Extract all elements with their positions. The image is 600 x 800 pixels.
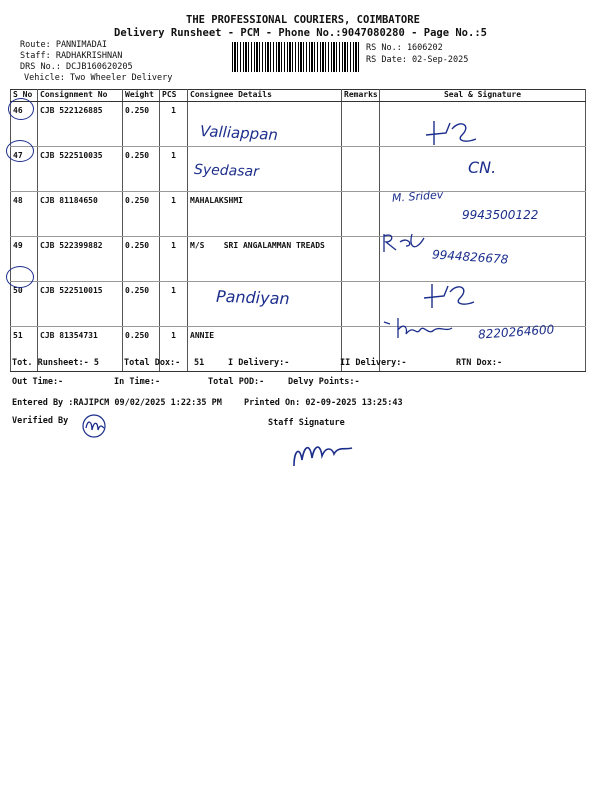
cell-sno: 51 [11, 327, 38, 372]
col-sno: S No [11, 90, 38, 102]
entered-by: Entered By :RAJIPCM 09/02/2025 1:22:35 PM [12, 398, 222, 408]
ii-delivery: II Delivery:- [340, 358, 407, 368]
cell-consignee: M/S SRI ANGALAMMAN TREADS [188, 237, 342, 282]
signature-scribble-1 [420, 115, 490, 150]
barcode [232, 42, 360, 72]
total-dox: Total Dox:- [124, 358, 181, 368]
handwritten-signature-2: CN. [468, 158, 497, 177]
cell-weight: 0.250 [123, 192, 160, 237]
cell-sno: 50 [11, 282, 38, 327]
handwritten-signature-3: M. Sridev [391, 188, 444, 205]
staff-label: Staff: RADHAKRISHNAN [20, 51, 123, 61]
staff-signature-scribble [288, 436, 358, 472]
cell-consignee: ANNIE [188, 327, 342, 372]
handwritten-phone-3: 9943500122 [462, 208, 539, 222]
in-time: In Time:- [114, 377, 161, 387]
out-time: Out Time:- [12, 377, 64, 387]
delvy-points: Delvy Points:- [288, 377, 360, 387]
company-name: THE PROFESSIONAL COURIERS, COIMBATORE [186, 14, 420, 26]
signature-scribble-6 [380, 314, 470, 344]
verified-by: Verified By [12, 416, 69, 426]
cell-consignment: CJB 522126885 [38, 102, 123, 147]
sno-circle-50 [6, 266, 34, 288]
runsheet-subtitle: Delivery Runsheet - PCM - Phone No.:9047080280 - Page No.:5 [114, 27, 487, 39]
cell-consignment: CJB 522510015 [38, 282, 123, 327]
route-label: Route: PANNIMADAI [20, 40, 107, 50]
cell-weight: 0.250 [123, 327, 160, 372]
cell-remarks [342, 282, 380, 327]
cell-weight: 0.250 [123, 282, 160, 327]
col-remarks: Remarks [342, 90, 380, 102]
col-consignment: Consignment No [38, 90, 123, 102]
col-consignee: Consignee Details [188, 90, 342, 102]
cell-pcs: 1 [160, 327, 188, 372]
cell-sno: 48 [11, 192, 38, 237]
cell-consignment: CJB 81184650 [38, 192, 123, 237]
cell-remarks [342, 147, 380, 192]
handwritten-consignee-5: Pandiyan [215, 286, 290, 309]
cell-remarks [342, 102, 380, 147]
tot-runsheet: Tot. Runsheet:- 5 [12, 358, 99, 368]
vehicle-label: Vehicle: Two Wheeler Delivery [24, 73, 173, 83]
cell-sno: 46 [11, 102, 38, 147]
cell-pcs: 1 [160, 237, 188, 282]
cell-sno: 47 [11, 147, 38, 192]
table-row [11, 102, 586, 147]
signature-scribble-4 [378, 228, 438, 258]
col-signature: Seal & Signature [380, 90, 586, 102]
cell-sno: 49 [11, 237, 38, 282]
rs-number: RS No.: 1606202 [366, 43, 443, 53]
col-pcs: PCS [160, 90, 188, 102]
i-delivery: I Delivery:- [228, 358, 290, 368]
handwritten-phone-6: 8220264600 [477, 322, 555, 342]
table-row [11, 147, 586, 192]
sno-circle-46 [8, 98, 34, 120]
cell-remarks [342, 237, 380, 282]
signature-scribble-5 [418, 278, 488, 313]
cell-consignment: CJB 522399882 [38, 237, 123, 282]
cell-consignee: MAHALAKSHMI [188, 192, 342, 237]
total-dox-value: 51 [194, 358, 205, 368]
handwritten-phone-4: 9944826678 [431, 247, 509, 267]
cell-consignment: CJB 522510035 [38, 147, 123, 192]
cell-weight: 0.250 [123, 237, 160, 282]
sno-circle-47 [6, 140, 34, 162]
cell-pcs: 1 [160, 282, 188, 327]
verifier-initials [78, 412, 112, 440]
rtn-dox: RTN Dox:- [456, 358, 503, 368]
staff-signature-label: Staff Signature [268, 418, 345, 428]
col-weight: Weight [123, 90, 160, 102]
rs-date: RS Date: 02-Sep-2025 [366, 55, 469, 65]
cell-pcs: 1 [160, 192, 188, 237]
printed-on: Printed On: 02-09-2025 13:25:43 [244, 398, 403, 408]
cell-consignment: CJB 81354731 [38, 327, 123, 372]
cell-remarks [342, 192, 380, 237]
cell-weight: 0.250 [123, 102, 160, 147]
table-row [11, 282, 586, 327]
total-pod: Total POD:- [208, 377, 265, 387]
table-header [11, 90, 586, 102]
drs-number: DRS No.: DCJB160620205 [20, 62, 133, 72]
cell-pcs: 1 [160, 147, 188, 192]
handwritten-consignee-1: Valliappan [199, 121, 279, 145]
cell-weight: 0.250 [123, 147, 160, 192]
handwritten-consignee-2: Syedasar [193, 161, 260, 181]
cell-pcs: 1 [160, 102, 188, 147]
